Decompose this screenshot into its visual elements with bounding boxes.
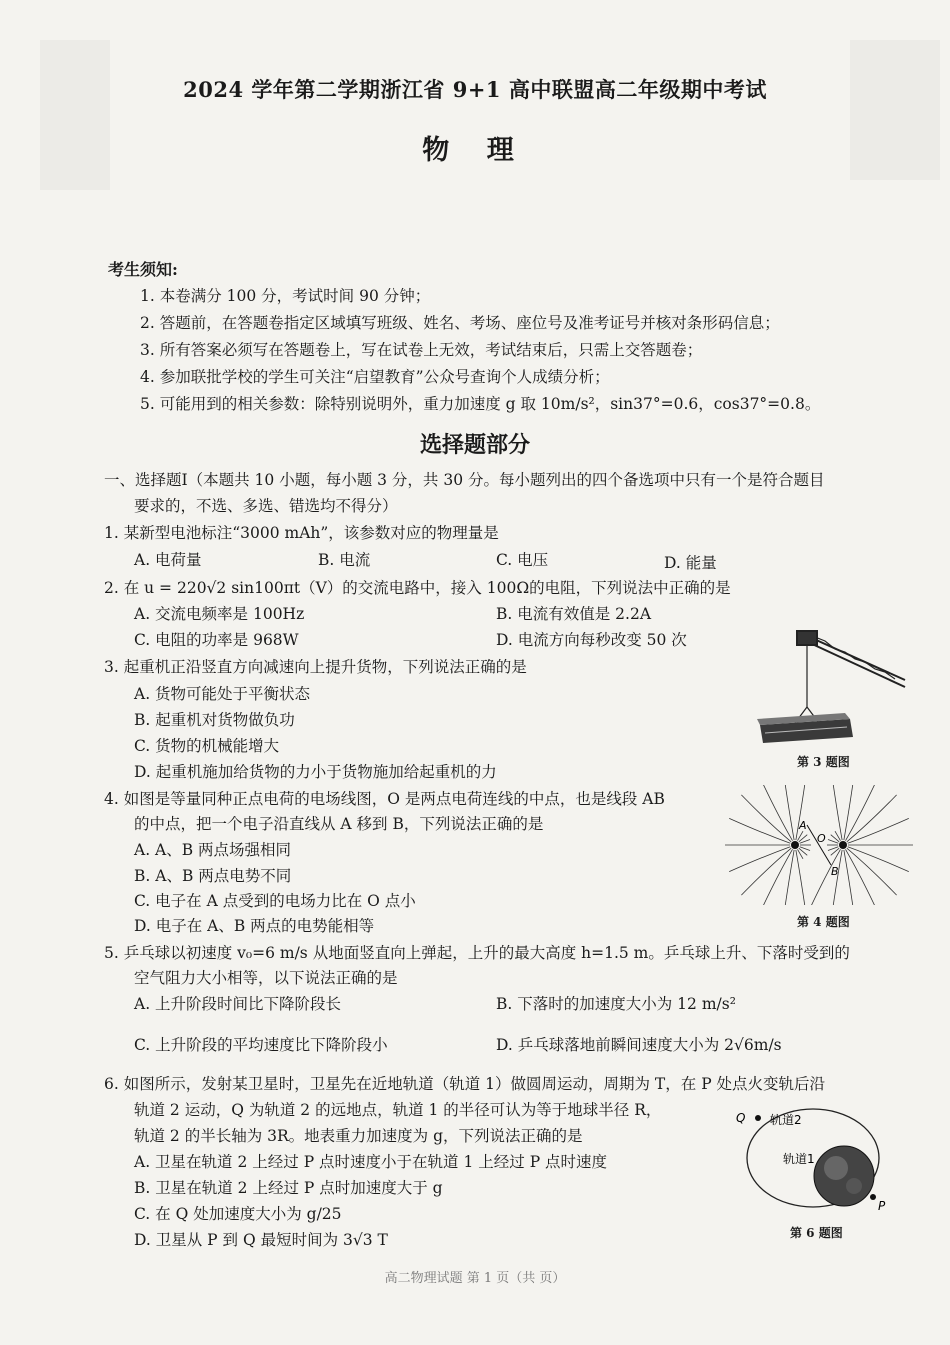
cargo [757,713,853,743]
label-q: Q [736,1111,746,1125]
figure-6-caption: 第 6 题图 [790,1226,843,1240]
field-line [729,847,790,872]
field-line [729,818,790,843]
field-line [848,818,909,843]
part-instructions: 要求的，不选、多选、错选均不得分） [134,497,398,515]
field-line [741,848,791,895]
q3-option-b: B. 起重机对货物做负功 [134,711,295,729]
q4-option-c: C. 电子在 A 点受到的电场力比在 O 点小 [134,892,416,910]
field-line [796,850,807,905]
q1-option-d: D. 能量 [664,554,717,572]
field-line [760,849,793,905]
field-line [831,785,842,840]
q6-option-d: D. 卫星从 P 到 Q 最短时间为 3√3 T [134,1231,388,1249]
field-line [844,785,855,840]
q6-option-b: B. 卫星在轨道 2 上经过 P 点时加速度大于 g [134,1179,443,1197]
q4-option-b: B. A、B 两点电势不同 [134,867,292,885]
field-line [847,848,897,895]
q1-option-b: B. 电流 [318,551,371,569]
label-orbit-2: 轨道2 [770,1113,802,1127]
page-footer: 高二物理试题 第 1 页（共 页） [384,1271,566,1286]
label-o: O [817,832,826,845]
q3-option-a: A. 货物可能处于平衡状态 [134,685,311,703]
question-6-stem: 轨道 2 的半长轴为 3R。地表重力加速度为 g，下列说法正确的是 [134,1127,583,1145]
field-line [847,795,897,842]
label-p: P [878,1199,886,1213]
point-charge-right [839,841,847,849]
question-2-stem: 2. 在 u = 220√2 sin100πt（V）的交流电路中，接入 100Ω的电阻，下列说法中正确的是 [104,579,731,597]
question-6-stem: 6. 如图所示，发射某卫星时，卫星先在近地轨道（轨道 1）做圆周运动，周期为 T，在 P 处点火变轨后沿 [104,1075,826,1093]
subject-title: 物 理 [422,135,528,166]
field-line [741,795,791,842]
q3-option-d: D. 起重机施加给货物的力小于货物施加给起重机的力 [134,763,497,781]
notice-item: 3. 所有答案必须写在答题卷上，写在试卷上无效，考试结束后，只需上交答题卷； [140,341,703,359]
field-line [844,850,855,905]
q5-option-d: D. 乒乓球落地前瞬间速度大小为 2√6m/s [496,1036,782,1054]
notice-item: 5. 可能用到的相关参数：除特别说明外，重力加速度 g 取 10m/s²，sin37°=0.6，cos37°=0.8。 [140,395,821,413]
label-b: B [831,865,839,878]
q5-option-b: B. 下落时的加速度大小为 12 m/s² [496,995,736,1013]
field-line [760,785,793,841]
section-title: 选择题部分 [419,432,530,458]
q1-option-a: A. 电荷量 [134,551,202,569]
point-q [755,1115,761,1121]
question-6-stem: 轨道 2 运动，Q 为轨道 2 的远地点，轨道 1 的半径可认为等于地球半径 R， [134,1101,662,1119]
notice-item: 4. 参加联批学校的学生可关注“启望教育”公众号查询个人成绩分析； [140,368,610,386]
question-5-stem: 5. 乒乓球以初速度 v₀=6 m/s 从地面竖直向上弹起，上升的最大高度 h=1.5 m。乒乓球上升、下落时受到的 [104,944,850,962]
point-p [870,1194,876,1200]
orbit-figure [728,1100,898,1220]
q4-option-d: D. 电子在 A、B 两点的电势能相等 [134,917,375,935]
electric-field-figure [725,785,925,905]
q2-option-b: B. 电流有效值是 2.2A [496,605,652,623]
figure-4-caption: 第 4 题图 [797,915,850,929]
part-instructions: 一、选择题Ⅰ（本题共 10 小题，每小题 3 分，共 30 分。每小题列出的四个备选项中只有一个是符合题目 [104,471,825,489]
figure-3-caption: 第 3 题图 [797,755,850,769]
field-line [846,785,879,841]
q2-option-a: A. 交流电频率是 100Hz [134,605,305,623]
question-5-stem: 空气阻力大小相等，以下说法正确的是 [134,969,398,987]
q2-option-c: C. 电阻的功率是 968W [134,631,299,649]
notice-item: 1. 本卷满分 100 分，考试时间 90 分钟； [140,287,431,305]
q3-option-c: C. 货物的机械能增大 [134,737,280,755]
q6-option-c: C. 在 Q 处加速度大小为 g/25 [134,1205,342,1223]
field-line [848,847,909,872]
question-4-stem: 4. 如图是等量同种正点电荷的电场线图，O 是两点电荷连线的中点，也是线段 AB [104,790,665,808]
q1-option-c: C. 电压 [496,551,549,569]
q4-option-a: A. A、B 两点场强相同 [134,841,292,859]
label-orbit-1: 轨道1 [783,1152,815,1166]
crane-figure [735,625,915,750]
question-4-stem: 的中点，把一个电子沿直线从 A 移到 B，下列说法正确的是 [134,815,544,833]
label-a: A [799,819,807,832]
field-line [783,785,794,840]
notice-item: 2. 答题前，在答题卷指定区域填写班级、姓名、考场、座位号及准考证号并核对条形码信息； [140,314,780,332]
crane-boom [805,635,905,687]
question-1-stem: 1. 某新型电池标注“3000 mAh”，该参数对应的物理量是 [104,524,499,542]
q6-option-a: A. 卫星在轨道 2 上经过 P 点时速度小于在轨道 1 上经过 P 点时速度 [134,1153,608,1171]
q2-option-d: D. 电流方向每秒改变 50 次 [496,631,687,649]
question-3-stem: 3. 起重机正沿竖直方向减速向上提升货物，下列说法正确的是 [104,658,527,676]
q5-option-c: C. 上升阶段的平均速度比下降阶段小 [134,1036,388,1054]
field-line [783,850,794,905]
exam-title: 2024 学年第二学期浙江省 9+1 高中联盟高二年级期中考试 [183,77,767,102]
bleed-through [40,40,110,190]
notice-heading: 考生须知: [108,260,178,279]
field-line [846,849,879,905]
point-charge-left [791,841,799,849]
q5-option-a: A. 上升阶段时间比下降阶段长 [134,995,342,1013]
